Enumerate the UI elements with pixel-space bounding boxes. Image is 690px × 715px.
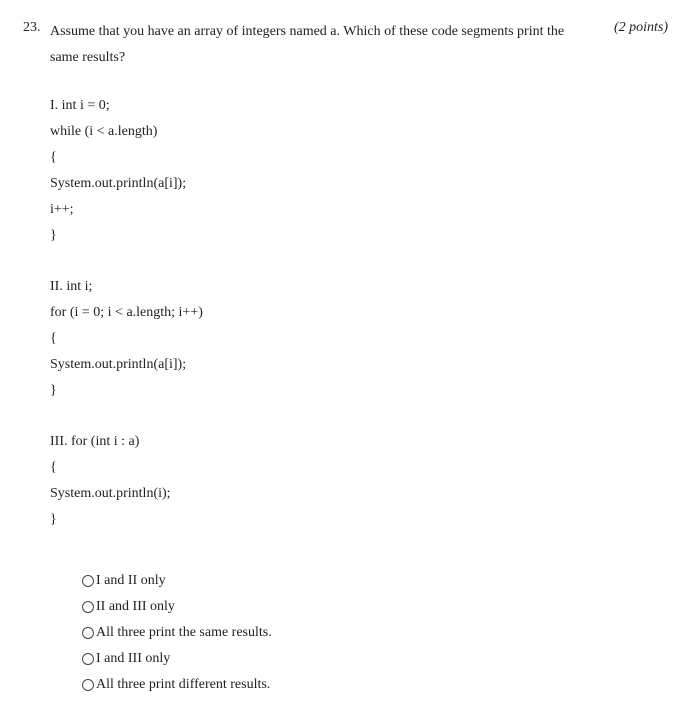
radio-button[interactable] [82,575,94,587]
code-segment-3 [50,429,171,533]
code-segment-2 [50,274,203,404]
question-number: 23. [23,20,41,35]
code-line: } [50,512,57,527]
code-line: { [50,150,57,165]
answer-label[interactable]: II and III only [96,599,175,614]
answer-options [80,568,272,698]
code-line: while (i < a.length) [50,124,158,139]
question-prompt: Assume that you have an array of integers named a. Which of these code segments print the same results? [50,24,565,65]
answer-label[interactable]: All three print different results. [96,677,271,692]
radio-button[interactable] [82,653,94,665]
answer-label[interactable]: All three print the same results. [96,625,272,640]
answer-option-4[interactable] [80,646,272,672]
radio-button[interactable] [82,679,94,691]
code-line: III. for (int i : a) [50,434,140,449]
radio-button[interactable] [82,627,94,639]
code-line: System.out.println(a[i]); [50,357,187,372]
code-line: System.out.println(i); [50,486,171,501]
question-points: (2 points) [613,20,668,35]
answer-option-5[interactable] [80,672,272,698]
code-segment-1 [50,93,186,249]
code-line: II. int i; [50,279,93,294]
code-line: I. int i = 0; [50,98,110,113]
code-line: } [50,228,57,243]
code-line: { [50,460,57,475]
code-line: System.out.println(a[i]); [50,176,187,191]
answer-option-3[interactable] [80,620,272,646]
code-line: for (i = 0; i < a.length; i++) [50,305,203,320]
answer-option-1[interactable] [80,568,272,594]
code-line: } [50,383,57,398]
code-line: i++; [50,202,74,217]
code-line: { [50,331,57,346]
radio-button[interactable] [82,601,94,613]
answer-option-2[interactable] [80,594,272,620]
answer-label[interactable]: I and II only [96,573,166,588]
answer-label[interactable]: I and III only [96,651,171,666]
